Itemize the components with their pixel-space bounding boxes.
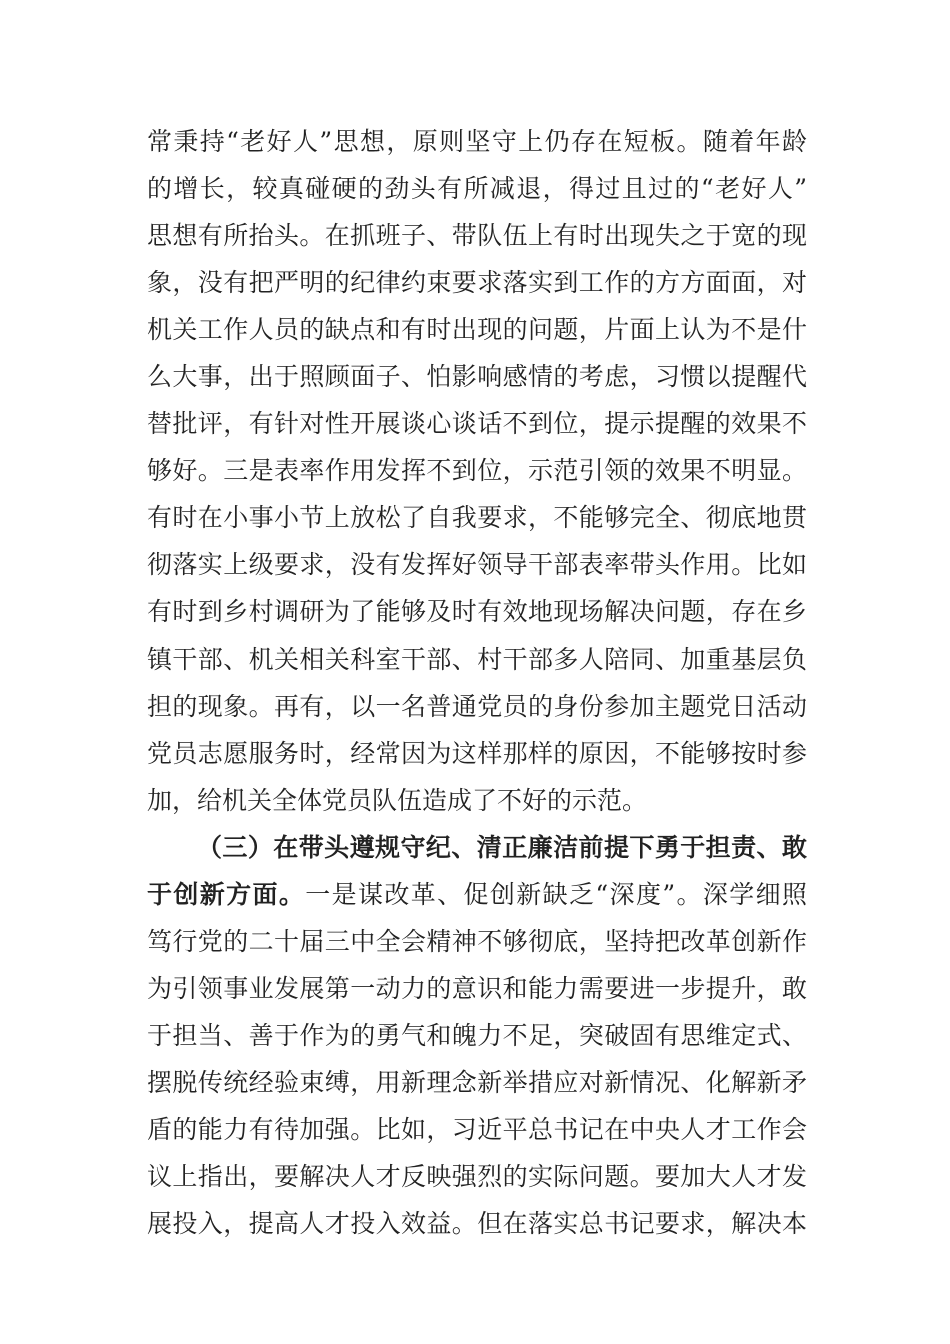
text-line: 议上指出，要解决人才反映强烈的实际问题。要加大人才发 xyxy=(147,1162,807,1192)
text-line: 摆脱传统经验束缚，用新理念新举措应对新情况、化解新矛 xyxy=(147,1067,807,1097)
text-line: 镇干部、机关相关科室干部、村干部多人陪同、加重基层负 xyxy=(147,644,807,674)
text-line: 担的现象。再有，以一名普通党员的身份参加主题党日活动 xyxy=(147,691,807,721)
text-line: 为引领事业发展第一动力的意识和能力需要进一步提升，敢 xyxy=(147,973,807,1003)
text-line: 么大事，出于照顾面子、怕影响感情的考虑，习惯以提醒代 xyxy=(147,362,807,392)
text-line: 盾的能力有待加强。比如，习近平总书记在中央人才工作会 xyxy=(147,1114,807,1144)
text-line: 常秉持“老好人”思想，原则坚守上仍存在短板。随着年龄 xyxy=(147,127,807,156)
section-heading: （三）在带头遵规守纪、清正廉洁前提下勇于担责、敢 xyxy=(197,832,807,862)
section-heading-continued xyxy=(147,871,807,918)
text-line: 于担当、善于作为的勇气和魄力不足，突破固有思维定式、 xyxy=(147,1020,807,1050)
text-line: 加，给机关全体党员队伍造成了不好的示范。 xyxy=(147,785,648,815)
text-line: 有时到乡村调研为了能够及时有效地现场解决问题，存在乡 xyxy=(147,597,807,627)
text-line: 象，没有把严明的纪律约束要求落实到工作的方方面面，对 xyxy=(147,268,807,298)
text-line: 彻落实上级要求，没有发挥好领导干部表率带头作用。比如 xyxy=(147,550,807,580)
heading-rest-text: 一是谋改革、促创新缺乏“深度”。深学细照 xyxy=(305,879,807,909)
text-line: 替批评，有针对性开展谈心谈话不到位，提示提醒的效果不 xyxy=(147,409,807,439)
heading-bold-text: 于创新方面。 xyxy=(147,879,306,909)
text-line: 思想有所抬头。在抓班子、带队伍上有时出现失之于宽的现 xyxy=(147,221,807,251)
body-text xyxy=(147,118,807,1247)
text-line: 展投入，提高人才投入效益。但在落实总书记要求，解决本 xyxy=(147,1209,807,1239)
text-line: 够好。三是表率作用发挥不到位，示范引领的效果不明显。 xyxy=(147,456,807,486)
text-line: 有时在小事小节上放松了自我要求，不能够完全、彻底地贯 xyxy=(147,503,807,533)
text-line: 机关工作人员的缺点和有时出现的问题，片面上认为不是什 xyxy=(147,315,807,345)
text-line: 笃行党的二十届三中全会精神不够彻底，坚持把改革创新作 xyxy=(147,926,807,956)
text-line: 的增长，较真碰硬的劲头有所减退，得过且过的“老好人” xyxy=(147,174,807,204)
text-line: 党员志愿服务时，经常因为这样那样的原因，不能够按时参 xyxy=(147,738,807,768)
